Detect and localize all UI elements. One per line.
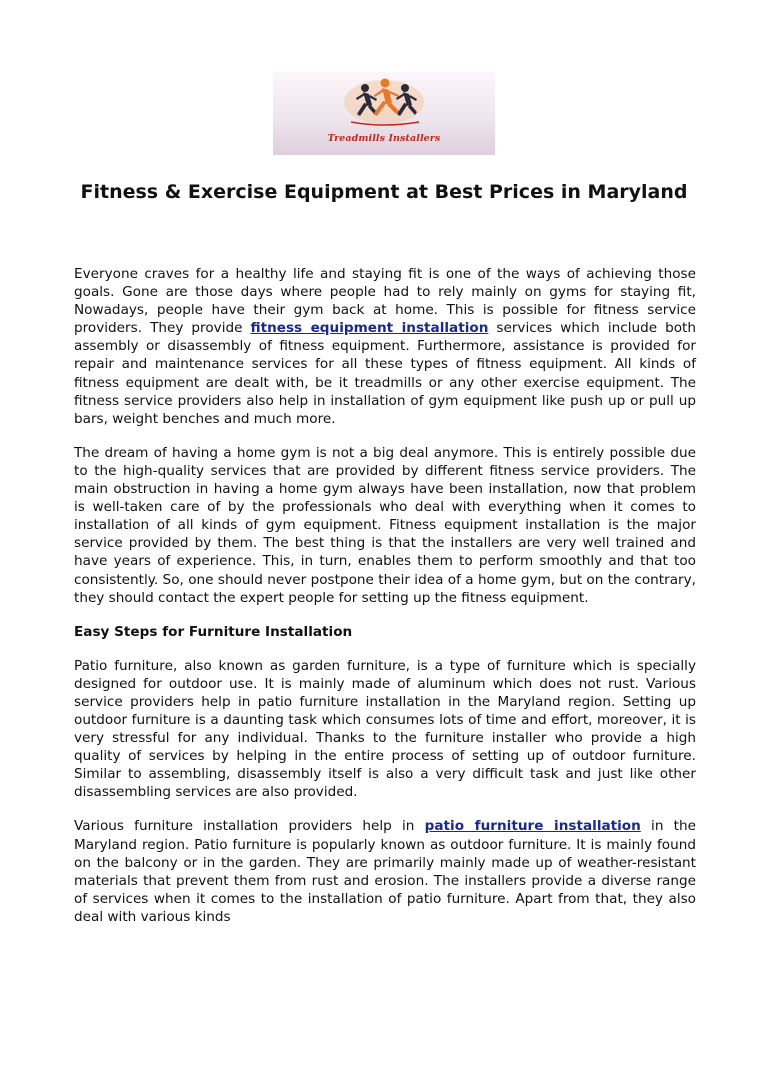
fitness-equipment-installation-link[interactable]: fitness equipment installation	[250, 320, 489, 337]
patio-furniture-installation-link[interactable]: patio furniture installation	[424, 818, 641, 835]
paragraph-patio-furniture: Patio furniture, also known as garden furniture, is a type of furniture which is specially designed for outdoor use. It is mainly made of aluminum which does not rust. Various service providers help in patio furniture installation in the Maryland region. Setting up outdoor furniture is a daunting task which consumes lots of time and effort, moreover, it is very stressful for any individual. Thanks to the furniture installer who provide a high quality of services by helping in the entire process of setting up of outdoor furniture. Similar to assembling, disassembly itself is also a very difficult task and just like other disassembling services are also provided.	[74, 657, 696, 801]
document-body	[74, 265, 696, 942]
logo-brand-text: Treadmills Installers	[327, 133, 441, 144]
logo	[273, 72, 495, 155]
paragraph-text: services which include both assembly or disassembly of fitness equipment. Furthermore, assistance is provided for repair and maintenance services for all these types of fitness equipment. All kinds of fitness equipment are dealt with, be it treadmills or any other exercise equipment. The fitness service providers also help in installation of gym equipment like push up or pull up bars, weight benches and much more.	[74, 320, 696, 427]
paragraph-text: Various furniture installation providers help in	[74, 818, 425, 835]
paragraph-text: in the Maryland region. Patio furniture is popularly known as outdoor furniture. It is mainly found on the balcony or in the garden. They are primarily mainly made up of weather-resistant materials that prevent them from rust and erosion. The installers provide a diverse range of services when it comes to the installation of patio furniture. Apart from that, they also deal with various kinds	[74, 818, 696, 925]
paragraph-text: Everyone craves for a healthy life and staying fit is one of the ways of achieving those goals. Gone are those days where people had to rely mainly on gyms for staying fit, Nowadays, people have their gym back at home. This is possible for fitness service providers. They provide	[74, 266, 696, 337]
page-title: Fitness & Exercise Equipment at Best Prices in Maryland	[80, 181, 688, 203]
paragraph-home-gym: The dream of having a home gym is not a big deal anymore. This is entirely possible due to the high-quality services that are provided by different fitness service providers. The main obstruction in having a home gym always have been installation, now that problem is well-taken care of by the professionals who deal with everything when it comes to installation of all kinds of gym equipment. Fitness equipment installation is the major service provided by them. The best thing is that the installers are very well trained and have years of experience. This, in turn, enables them to perform smoothly and that too consistently. So, one should never postpone their idea of a home gym, but on the contrary, they should contact the expert people for setting up the fitness equipment.	[74, 444, 696, 606]
paragraph-installation-providers	[74, 817, 696, 926]
section-heading: Easy Steps for Furniture Installation	[74, 623, 353, 640]
paragraph-intro	[74, 265, 696, 428]
